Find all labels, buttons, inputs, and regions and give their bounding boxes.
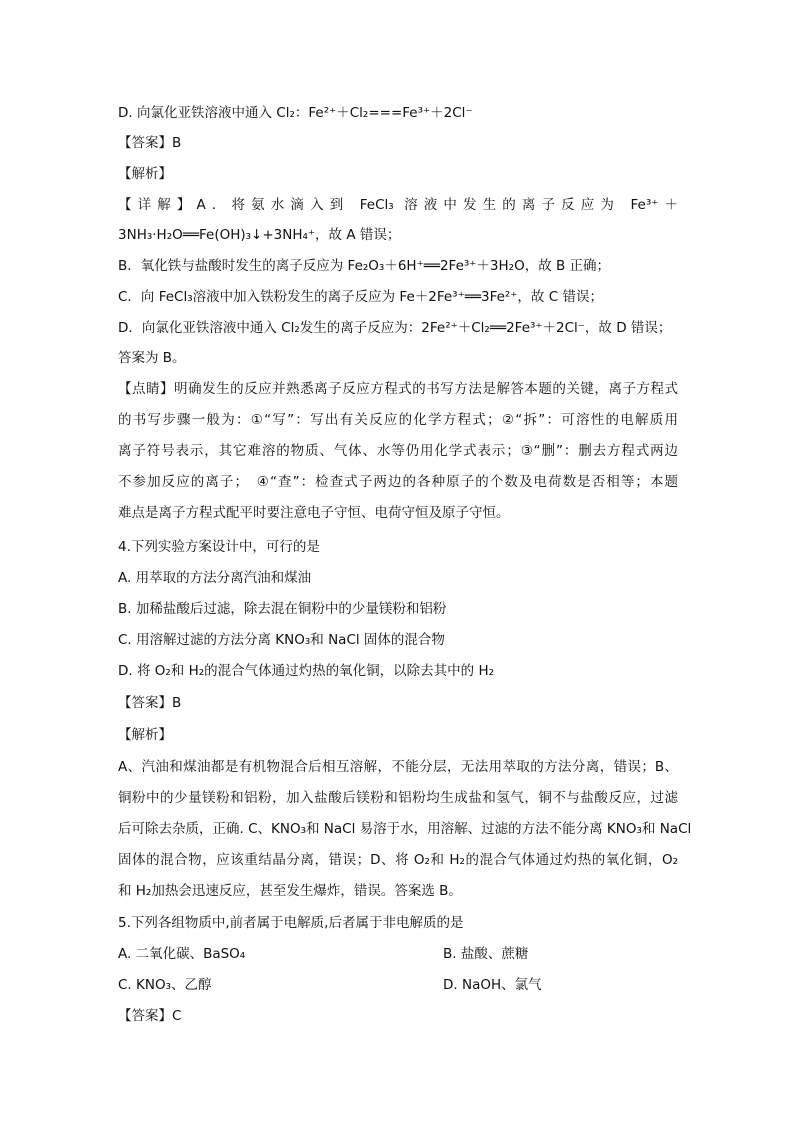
q4-option-b: B. 加稀盐酸后过滤，除去混在铜粉中的少量镁粉和铝粉 <box>118 601 447 617</box>
q4-analysis-line-3: 后可除去杂质，正确. C、KNO₃和 NaCl 易溶于水，用溶解、过滤的方法不能分离 KNO₃和 NaCl <box>118 821 692 837</box>
q5-option-c: C. KNO₃、乙醇 <box>118 977 212 993</box>
q4-analysis-line-4: 固体的混合物，应该重结晶分离，错误；D、将 O₂和 H₂的混合气体通过灼热的氧化铜，O₂ <box>118 852 678 868</box>
q3-tip-line-4: 不参加反应的离子； ④“查”：检查式子两边的各种原子的个数及电荷数是否相等；本题 <box>118 474 678 490</box>
q3-option-d: D. 向氯化亚铁溶液中通入 Cl₂：Fe²⁺＋Cl₂===Fe³⁺＋2Cl⁻ <box>118 105 473 121</box>
q5-answer: 【答案】C <box>118 1008 182 1024</box>
q4-analysis-line-1: A、汽油和煤油都是有机物混合后相互溶解，不能分层，无法用萃取的方法分离，错误；B、 <box>118 759 678 775</box>
q3-detail-line-1: 【详解】A．将氨水滴入到 FeCl₃ 溶液中发生的离子反应为 Fe³⁺＋ <box>118 197 678 213</box>
q3-detail-line-3: B．氧化铁与盐酸时发生的离子反应为 Fe₂O₃＋6H⁺══2Fe³⁺＋3H₂O，故 B 正确； <box>118 258 611 274</box>
q3-tip-line-3: 离子符号表示，其它难溶的物质、气体、水等仍用化学式表示；③“删”：删去方程式两边 <box>118 443 678 459</box>
q3-tip-line-1: 【点睛】明确发生的反应并熟悉离子反应方程式的书写方法是解答本题的关键，离子方程式 <box>118 381 678 397</box>
q4-analysis-heading: 【解析】 <box>118 727 172 743</box>
q4-option-c: C. 用溶解过滤的方法分离 KNO₃和 NaCl 固体的混合物 <box>118 632 445 648</box>
q5-option-a: A. 二氧化碳、BaSO₄ <box>118 946 246 962</box>
q3-detail-line-4: C．向 FeCl₃溶液中加入铁粉发生的离子反应为 Fe＋2Fe³⁺══3Fe²⁺，故 C 错误； <box>118 289 603 305</box>
q4-stem: 4.下列实验方案设计中，可行的是 <box>118 539 320 555</box>
q5-option-d: D. NaOH、氯气 <box>443 977 542 993</box>
q3-analysis-heading: 【解析】 <box>118 166 172 182</box>
q4-answer: 【答案】B <box>118 695 182 711</box>
q5-option-b: B. 盐酸、蔗糖 <box>443 946 529 962</box>
q4-option-d: D. 将 O₂和 H₂的混合气体通过灼热的氧化铜，以除去其中的 H₂ <box>118 663 495 679</box>
q4-analysis-line-2: 铜粉中的少量镁粉和铝粉，加入盐酸后镁粉和铝粉均生成盐和氢气，铜不与盐酸反应，过滤 <box>118 790 678 806</box>
q4-option-a: A. 用萃取的方法分离汽油和煤油 <box>118 570 312 586</box>
q5-stem: 5.下列各组物质中,前者属于电解质,后者属于非电解质的是 <box>118 915 464 931</box>
q3-detail-line-5: D．向氯化亚铁溶液中通入 Cl₂发生的离子反应为：2Fe²⁺＋Cl₂══2Fe³⁺＋2Cl⁻，故 D 错误； <box>118 320 672 336</box>
q3-tip-line-2: 的书写步骤一般为：①“写”：写出有关反应的化学方程式；②“拆”：可溶性的电解质用 <box>118 412 678 428</box>
q4-analysis-line-5: 和 H₂加热会迅速反应，甚至发生爆炸，错误。答案选 B。 <box>118 883 462 899</box>
q3-tip-line-5: 难点是离子方程式配平时要注意电子守恒、电荷守恒及原子守恒。 <box>118 505 510 521</box>
q3-detail-line-6: 答案为 B。 <box>118 350 186 366</box>
q3-answer: 【答案】B <box>118 135 182 151</box>
q3-detail-line-2: 3NH₃·H₂O══Fe(OH)₃↓+3NH₄⁺，故 A 错误； <box>118 227 401 243</box>
